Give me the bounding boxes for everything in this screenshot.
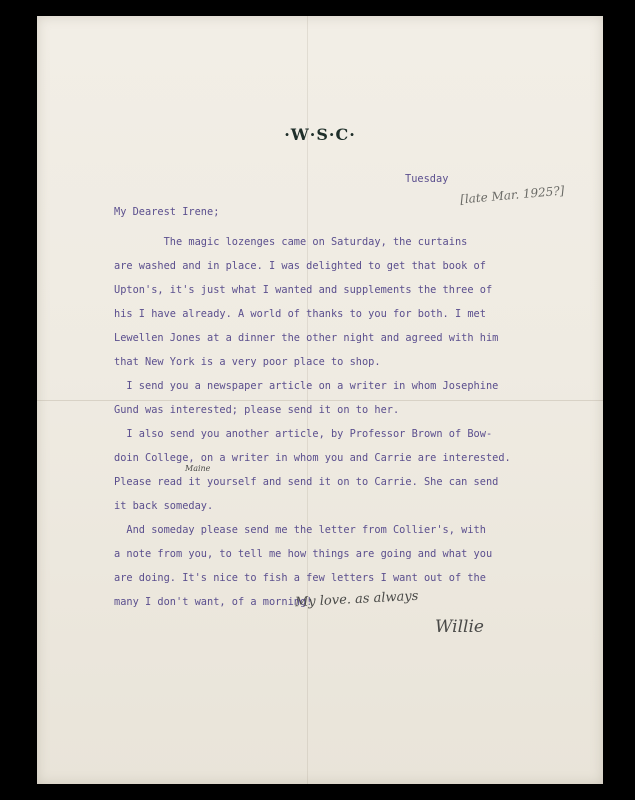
body-line: I also send you another article, by Professor Brown of Bow- xyxy=(114,428,493,440)
body-line: Upton's, it's just what I wanted and supplements the three of xyxy=(114,284,493,296)
body-line: that New York is a very poor place to shop. xyxy=(114,356,381,368)
body-line: it back someday. xyxy=(114,500,214,512)
body-line: Gund was interested; please send it on to her. xyxy=(114,404,400,416)
letter-date: Tuesday xyxy=(405,173,449,185)
handwritten-insertion: Maine xyxy=(185,464,211,473)
salutation: My Dearest Irene; xyxy=(114,206,220,218)
body-line: are doing. It's nice to fish a few letters I want out of the xyxy=(114,572,486,584)
letter-page xyxy=(37,16,603,784)
body-line: The magic lozenges came on Saturday, the curtains xyxy=(114,236,468,248)
horizontal-fold-line xyxy=(37,400,603,401)
letterhead-monogram: ·W·S·C· xyxy=(284,125,356,144)
body-line: I send you a newspaper article on a writer in whom Josephine xyxy=(114,380,499,392)
body-line: his I have already. A world of thanks to you for both. I met xyxy=(114,308,486,320)
handwritten-closing: My love. as always xyxy=(294,588,419,611)
body-line: many I don't want, of a morning! xyxy=(114,596,313,608)
body-line: are washed and in place. I was delighted to get that book of xyxy=(114,260,486,272)
body-line: Lewellen Jones at a dinner the other night and agreed with him xyxy=(114,332,499,344)
body-line: a note from you, to tell me how things are going and what you xyxy=(114,548,493,560)
signature: Willie xyxy=(435,617,484,637)
date-annotation: [late Mar. 1925?] xyxy=(459,183,565,207)
body-line: And someday please send me the letter from Collier's, with xyxy=(114,524,486,536)
body-line: doin College, on a writer in whom you and Carrie are interested. xyxy=(114,452,511,464)
body-line: Please read it yourself and send it on to Carrie. She can send xyxy=(114,476,499,488)
